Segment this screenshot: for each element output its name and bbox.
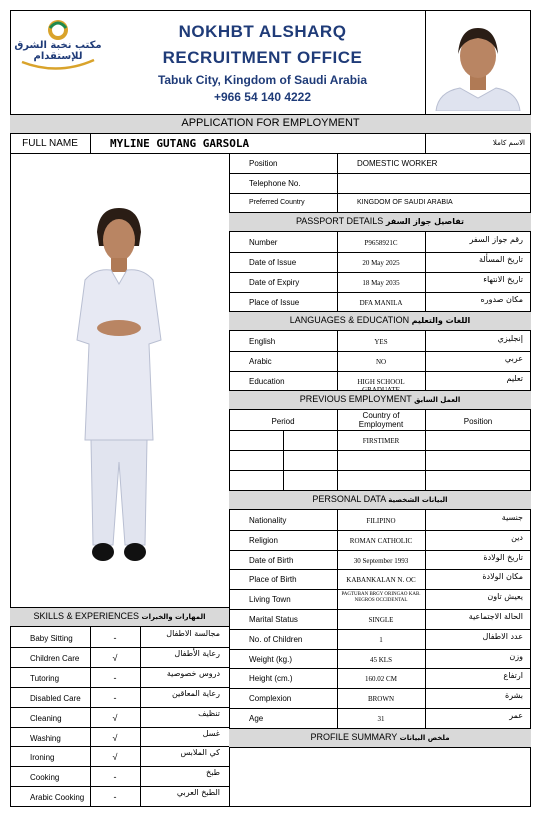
personal-col-line: [425, 530, 426, 550]
personal-data-title: PERSONAL DATA البيانات الشخصية: [312, 494, 448, 504]
logo: [14, 16, 102, 74]
languages-col-line: [337, 371, 338, 391]
languages-title: LANGUAGES & EDUCATION اللغات والتعليم: [289, 315, 471, 325]
prev-header-position: Position: [463, 417, 493, 426]
personal-col-line: [425, 629, 426, 649]
skill-label: Disabled Care: [30, 693, 81, 703]
skill-label: Arabic Cooking: [30, 793, 85, 803]
skill-mark: √: [112, 652, 118, 663]
preferred-country-label: Preferred Country: [249, 199, 305, 206]
skills-row-line: [10, 746, 229, 747]
skill-mark: -: [113, 792, 117, 803]
passport-col-line: [425, 292, 426, 312]
skills-title: SKILLS & EXPERIENCES المهارات والخبرات: [33, 611, 206, 621]
passport-label-ar: رقم جواز السفر: [469, 235, 523, 244]
skill-mark: √: [112, 732, 118, 743]
skill-label: Children Care: [30, 653, 80, 663]
skill-label-ar: الطبخ العربي: [176, 788, 220, 798]
skills-row-line: [10, 766, 229, 767]
languages-col-line: [425, 371, 426, 391]
passport-label-ar: مكان صدوره: [480, 295, 523, 304]
skill-label-ar: دروس خصوصية: [166, 668, 220, 678]
passport-label: Date of Expiry: [249, 278, 300, 287]
personal-row-line: [229, 569, 531, 570]
full-name-label: FULL NAME: [22, 138, 78, 149]
personal-label-ar: ارتفاع: [503, 671, 523, 681]
personal-col-line: [337, 550, 338, 570]
personal-label-ar: الحالة الاجتماعية: [468, 612, 523, 621]
languages-value: NO: [375, 358, 387, 366]
passport-value: 18 May 2035: [362, 279, 400, 287]
personal-col-line: [425, 510, 426, 530]
position-value: DOMESTIC WORKER: [357, 159, 438, 168]
skill-mark: -: [113, 772, 117, 783]
personal-label: Place of Birth: [249, 575, 297, 585]
personal-col-line: [337, 510, 338, 530]
skill-label: Washing: [30, 733, 61, 743]
personal-label: Marital Status: [249, 615, 298, 624]
prev-header-period: Period: [271, 417, 295, 426]
passport-col-line: [425, 232, 426, 252]
languages-label: English: [249, 337, 276, 346]
personal-col-line: [337, 629, 338, 649]
skill-label-ar: كي الملابس: [180, 748, 220, 758]
personal-value: 45 KLS: [370, 655, 392, 664]
personal-row-line: [229, 550, 531, 551]
personal-label-ar: بشرة: [505, 691, 523, 701]
telephone-label: Telephone No.: [249, 179, 301, 188]
office-name-line2: RECRUITMENT OFFICE: [162, 48, 363, 67]
logo-text: مكتب نخبة الشرق للإستقدام: [14, 40, 102, 62]
skill-mark: -: [113, 672, 117, 683]
profile-summary-title: PROFILE SUMMARY ملخص البيانات: [310, 732, 450, 742]
office-phone: +966 54 140 4222: [213, 90, 312, 104]
personal-value: PAGTUBAN BRGY ORINGAO KAB. NEGROS OCCIDENTAL: [341, 592, 421, 604]
passport-value: P9658921C: [364, 239, 398, 247]
preferred-country-value: KINGDOM OF SAUDI ARABIA: [357, 199, 453, 206]
personal-label-ar: تاريخ الولادة: [483, 552, 523, 562]
languages-label-ar: عربي: [504, 354, 523, 363]
skill-label: Cooking: [30, 773, 60, 783]
personal-label-ar: وزن: [509, 651, 523, 661]
personal-value: 1: [379, 635, 383, 644]
personal-col-line: [425, 708, 426, 728]
skill-label-ar: مجالسة الاطفال: [166, 629, 220, 638]
personal-label: Height (cm.): [249, 674, 293, 684]
skill-label-ar: طبخ: [206, 768, 220, 778]
skills-row-line: [10, 806, 229, 807]
personal-row-line: [229, 609, 531, 610]
personal-col-line: [337, 708, 338, 728]
full-body-photo: [45, 200, 195, 575]
passport-col-line: [337, 292, 338, 312]
personal-col-line: [337, 589, 338, 609]
personal-label: Living Town: [249, 595, 291, 605]
full-name-value: MYLINE GUTANG GARSOLA: [110, 137, 250, 150]
personal-label: Nationality: [249, 516, 287, 525]
personal-label-ar: يعيش تاون: [487, 592, 523, 602]
skill-mark: -: [113, 692, 117, 703]
personal-label: Date of Birth: [249, 555, 294, 565]
skill-label: Tutoring: [30, 673, 60, 683]
personal-label: Weight (kg.): [249, 654, 292, 664]
personal-col-line: [337, 688, 338, 708]
passport-col-line: [425, 252, 426, 272]
languages-value: YES: [374, 338, 388, 346]
office-city: Tabuk City, Kingdom of Saudi Arabia: [157, 73, 368, 87]
passport-col-line: [425, 272, 426, 292]
passport-value: 20 May 2025: [362, 259, 400, 267]
skill-label-ar: رعاية الأطفال: [174, 648, 220, 658]
personal-row-line: [229, 688, 531, 689]
personal-col-line: [337, 609, 338, 629]
skills-row-line: [10, 687, 229, 688]
languages-col-line: [337, 351, 338, 371]
languages-label-ar: إنجليزي: [497, 334, 523, 343]
personal-label-ar: جنسية: [501, 513, 523, 522]
languages-label: Education: [249, 377, 285, 386]
portrait-photo: [430, 14, 526, 111]
passport-value: DFA MANILA: [359, 299, 403, 307]
passport-col-line: [337, 252, 338, 272]
personal-col-line: [425, 688, 426, 708]
passport-row-line: [229, 272, 531, 273]
personal-col-line: [425, 550, 426, 570]
skills-row-line: [10, 727, 229, 728]
personal-value: 31: [377, 715, 385, 723]
languages-col-line: [337, 331, 338, 351]
skill-label: Baby Sitting: [30, 634, 73, 643]
personal-col-line: [425, 609, 426, 629]
passport-label-ar: تاريخ الانتهاء: [483, 275, 523, 284]
passport-col-line: [337, 232, 338, 252]
personal-col-line: [337, 569, 338, 589]
prev-country-value: FIRSTIMER: [362, 437, 400, 445]
passport-label: Date of Issue: [249, 258, 297, 267]
passport-col-line: [337, 272, 338, 292]
personal-row-line: [229, 708, 531, 709]
skill-label-ar: غسل: [202, 728, 220, 738]
personal-col-line: [337, 530, 338, 550]
passport-row-line: [229, 252, 531, 253]
application-title: APPLICATION FOR EMPLOYMENT: [181, 117, 360, 129]
personal-row-line: [229, 629, 531, 630]
personal-col-line: [425, 668, 426, 688]
languages-col-line: [425, 331, 426, 351]
personal-label: Complexion: [249, 694, 292, 704]
personal-label-ar: عمر: [509, 711, 523, 720]
personal-row-line: [229, 668, 531, 669]
office-name-line1: NOKHBT ALSHARQ: [178, 22, 347, 41]
passport-label: Place of Issue: [249, 298, 300, 307]
personal-label: Religion: [249, 535, 278, 545]
languages-row-line: [229, 351, 531, 352]
personal-row-line: [229, 649, 531, 650]
personal-label-ar: عدد الاطفال: [482, 631, 523, 641]
skill-label: Cleaning: [30, 713, 62, 723]
personal-col-line: [337, 649, 338, 669]
personal-label-ar: مكان الولادة: [482, 572, 523, 582]
skill-label-ar: رعاية المعاقين: [171, 688, 220, 698]
personal-col-line: [337, 668, 338, 688]
personal-value: ROMAN CATHOLIC: [349, 536, 413, 545]
personal-value: SINGLE: [368, 616, 394, 624]
passport-label-ar: تاريخ المسألة: [478, 255, 523, 264]
skills-row-line: [10, 707, 229, 708]
skill-mark: √: [112, 752, 118, 763]
personal-value: FILIPINO: [366, 517, 396, 525]
skill-mark: -: [113, 633, 117, 643]
full-name-label-ar: الاسم كاملا: [492, 139, 525, 147]
languages-label: Arabic: [249, 357, 272, 366]
skills-row-line: [10, 667, 229, 668]
position-label: Position: [249, 159, 278, 168]
skills-row-line: [10, 786, 229, 787]
personal-row-line: [229, 589, 531, 590]
skill-mark: √: [112, 712, 118, 723]
skills-row-line: [10, 647, 229, 648]
personal-row-line: [229, 530, 531, 531]
personal-value: BROWN: [367, 695, 395, 704]
personal-value: KABANKALAN N. OC: [346, 576, 416, 585]
personal-value: 160.02 CM: [365, 675, 397, 684]
passport-label: Number: [249, 238, 278, 247]
personal-value: 30 September 1993: [353, 556, 409, 565]
personal-label-ar: دين: [511, 532, 523, 542]
personal-label: Age: [249, 714, 264, 723]
passport-title: PASSPORT DETAILS تفاصيل جواز السفر: [295, 216, 465, 226]
previous-employment-title: PREVIOUS EMPLOYMENT العمل السابق: [299, 394, 461, 404]
personal-label: No. of Children: [249, 634, 303, 644]
languages-col-line: [425, 351, 426, 371]
skill-label-ar: تنظيف: [198, 708, 220, 718]
skill-label: Ironing: [30, 753, 55, 763]
passport-row-line: [229, 292, 531, 293]
languages-value: HIGH SCHOOL: [357, 378, 405, 386]
personal-col-line: [425, 589, 426, 609]
languages-row-line: [229, 371, 531, 372]
languages-label-ar: تعليم: [506, 374, 523, 383]
personal-col-line: [425, 569, 426, 589]
prev-header-country: Country of Employment: [358, 411, 404, 429]
personal-col-line: [425, 649, 426, 669]
